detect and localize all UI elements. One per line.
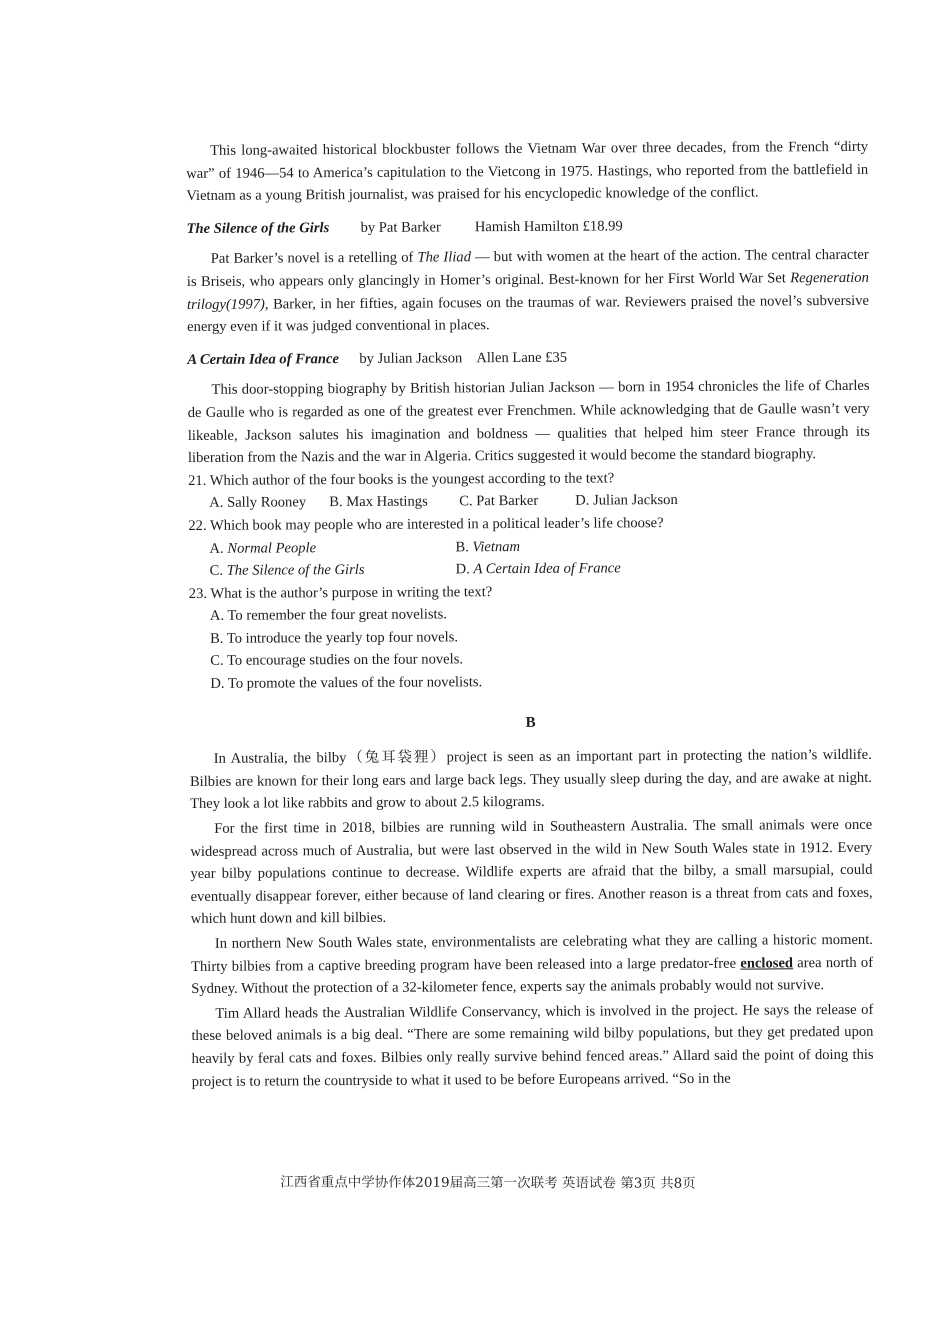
book-author: by Pat Barker [360,219,441,236]
option-d: D. To promote the values of the four novelists. [210,674,483,692]
option-b: B. Vietnam [455,538,521,555]
exam-page [186,136,874,1093]
page-footer: 江西省重点中学协作体2019届高三第一次联考 英语试卷 第3页 共8页 [280,1174,696,1192]
book-description-france: This door-stopping biography by British historian Julian Jackson — born in 1954 chronicles the life of Charles de Gaulle who is regarded as one of the greatest ever Frenchmen. While acknowledging that de Gaulle wasn’t very likeable, Jackson salutes his imagination and boldness — qualities that helped him steer France through its liberation from the Nazis and the war in Algeria. Critics suggested it would become the standard biography. [187,378,870,467]
question-22 [188,511,870,583]
option-b: B. Max Hastings [329,493,428,511]
bilby-paragraph-1: In Australia, the bilby（兔耳袋狸）project is seen as an important part in protecting the nation’s wildlife. Bilbies are known for their long ears and large back legs. They usually sleep during the day, and are awake at night. They look a lot like rabbits and grow to about 2.5 kilograms. [189,747,872,813]
bilby-paragraph-3 [191,929,873,1001]
para-text: In northern New South Wales state, environmentalists are celebrating what they are calling a historic moment. Thirty bilbies from a captive breeding program have been released into a large predator-free [191,931,873,975]
option-d: D. A Certain Idea of France [455,560,621,578]
desc-text: , Barker, in her fifties, again focuses on the traumas of war. Reviewers praised the novel’s subversive energy even if it was judged conventional in places. [187,292,870,336]
book-author: by Julian Jackson [359,350,463,367]
book-heading-silence [186,214,868,241]
book-title: A Certain Idea of France [187,350,340,368]
para-text: area north of Sydney. Without the protection of a 32-kilometer fence, experts say the animals probably would not survive. [191,954,874,998]
desc-italic-title: Regeneration trilogy(1997) [186,269,869,313]
book-title: The Silence of the Girls [186,219,330,237]
option-b: B. To introduce the yearly top four novels. [209,629,459,647]
book-description-silence [187,244,870,339]
section-b-heading: B [525,714,536,731]
option-c: C. To encourage studies on the four novels. [210,651,464,670]
bilby-paragraph-4: Tim Allard heads the Australian Wildlife Conservancy, which is involved in the project. He says the release of these beloved animals is a big deal. “There are some remaining wild bilby populations, but they get predated upon heavily by feral cats and foxes. Bilbies only really survive behind fenced areas.” Allard said the point of doing this project is to return the countryside to what it used to be before Europeans arrived. “So in the [191,1001,874,1090]
option-a: A. To remember the four great novelists. [209,606,447,625]
question-21 [188,466,870,515]
option-a: A. Sally Rooney [209,494,307,512]
book-heading-france [187,345,869,372]
question-text: 22. Which book may people who are interested in a political leader’s life choose? [188,514,664,534]
underlined-word-enclosed: enclosed [740,954,794,972]
question-text: 21. Which author of the four books is the youngest according to the text? [188,470,615,489]
book-publisher-price: Hamish Hamilton £18.99 [474,218,623,236]
option-c: C. The Silence of the Girls [209,562,365,579]
desc-text: — but with women at the heart of the action. The central character is Briseis, who appears only glancingly in Homer’s original. Best-known for her First World War Set [186,247,869,290]
question-text: 23. What is the author’s purpose in writing the text? [188,583,493,602]
option-d: D. Julian Jackson [575,492,678,509]
intro-paragraph: This long-awaited historical blockbuster follows the Vietnam War over three decades, from the French “dirty war” of 1946—54 to America’s capitulation to the Vietcong in 1975. Hastings, who reported from the battlefield in Vietnam as a young British journalist, was praised for his encyclopedic knowledge of the conflict. [186,138,869,205]
desc-text: Pat Barker’s novel is a retelling of [210,249,418,268]
desc-italic-title: The Iliad [417,249,472,266]
option-c: C. Pat Barker [459,493,539,510]
book-publisher-price: Allen Lane £35 [476,349,568,366]
bilby-paragraph-2: For the first time in 2018, bilbies are running wild in Southeastern Australia. The small animals were once widespread across much of Australia, but were last observed in the wild in New South Wales state in 1912. Every year bilby populations continue to decrease. Wildlife experts are afraid that the bilby, a small marsupial, could eventually disappear forever, either because of land clearing or fires. Another reason is a threat from cats and foxes, which hunt down and kill bilbies. [190,816,873,928]
option-a: A. Normal People [209,539,317,557]
question-23 [189,579,872,696]
